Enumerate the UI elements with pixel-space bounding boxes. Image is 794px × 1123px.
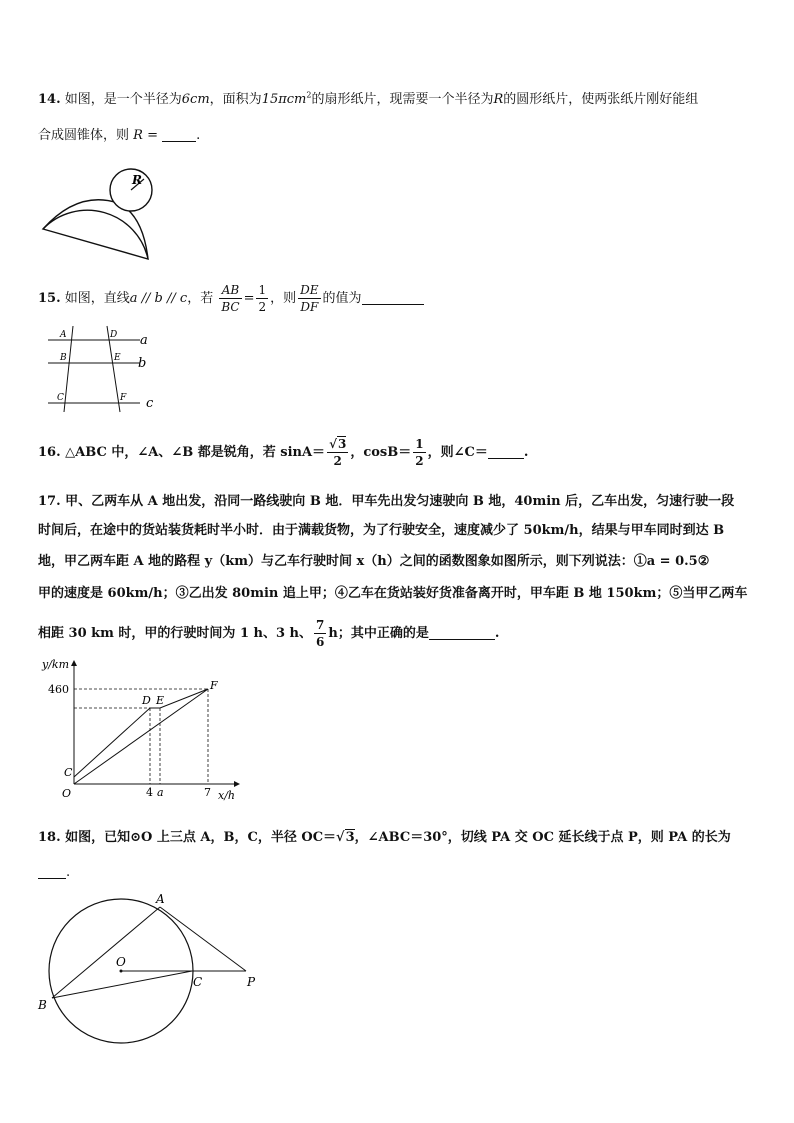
segment-AB	[52, 907, 160, 998]
q15-line1	[38, 282, 424, 315]
center-dot	[120, 970, 123, 973]
q15-eq: =	[243, 291, 255, 306]
label-C: C	[64, 766, 73, 779]
q18-answer-blank[interactable]	[38, 864, 66, 879]
frac-den: 2	[415, 454, 424, 468]
label-b: b	[138, 356, 147, 371]
q18-line1: 18. 如图，已知⊙O 上三点 A，B，C，半径 OC＝√3，∠ABC＝30°，切线 PA 交 OC 延长线于点 P，则 PA 的长为	[38, 830, 731, 845]
x-axis-arrow	[234, 781, 240, 787]
q16-answer-blank[interactable]	[488, 444, 524, 459]
label-c: c	[146, 396, 154, 411]
frac-num: 1	[258, 283, 267, 297]
q15-number: 15.	[38, 291, 61, 306]
label-D: D	[142, 694, 151, 707]
q14-line2	[38, 124, 200, 143]
frac-num: 7	[316, 618, 325, 632]
tick-a: a	[157, 786, 164, 799]
q15-figure	[40, 322, 170, 414]
q16-frac-1-2	[413, 436, 425, 469]
q15-frac-ab-bc	[219, 282, 241, 315]
segment-BC	[52, 971, 192, 998]
frac-num: 3	[337, 437, 347, 451]
label-O: O	[62, 787, 72, 800]
q14-text: 的圆形纸片，使两张纸片刚好能组	[503, 92, 699, 107]
segment-AP	[160, 907, 246, 971]
label-F: F	[210, 679, 218, 692]
q18-end: .	[66, 865, 71, 880]
q17-text: 甲、乙两车从 A 地出发，沿同一路线驶向 B 地．甲车先出发匀速驶向 B 地，40min 后，乙车出发，匀速行驶一段	[65, 494, 735, 509]
label-B: B	[38, 998, 47, 1012]
q15-parallel: a // b // c	[129, 291, 188, 306]
q17-text: 地，甲乙两车距 A 地的路程 y（km）与乙车行驶时间 x（h）之间的函数图象如图所示，则下列说法：①a = 0.5②	[38, 554, 710, 569]
frac-den: 2	[258, 300, 267, 314]
q17-graph	[38, 654, 253, 802]
frac-num: AB	[219, 282, 241, 299]
q14-text: 合成圆锥体，则	[38, 128, 130, 143]
q18-sqrt-value: 3	[345, 830, 355, 845]
line-jia	[74, 689, 208, 784]
label-C: C	[57, 393, 64, 403]
x-axis-label: x/h	[218, 789, 235, 802]
q14-area-sup: 2	[306, 90, 312, 100]
q17-line1	[38, 490, 734, 509]
label-R: R	[132, 173, 142, 187]
q14-eq: R =	[133, 128, 158, 143]
q16-number: 16.	[38, 445, 61, 460]
q18-text: 如图，已知⊙O 上三点 A，B，C，半径 OC＝	[65, 830, 337, 845]
sector-shape	[43, 210, 148, 259]
q14-text: 的扇形纸片，现需要一个半径为	[311, 92, 494, 107]
q16-end: .	[523, 445, 529, 460]
frac-den: 6	[316, 635, 325, 649]
q14-area: 15πcm	[261, 92, 307, 107]
frac-den: DF	[300, 300, 319, 314]
q15-frac-1-2	[256, 282, 268, 315]
q17-text: h；其中正确的是	[328, 626, 429, 641]
q14-number: 14.	[38, 92, 61, 107]
label-a: a	[140, 333, 148, 348]
q18-line2	[38, 864, 70, 880]
q14-figure	[38, 165, 158, 260]
frac-den: 2	[333, 454, 342, 468]
line-yi	[74, 689, 208, 777]
label-C: C	[193, 975, 203, 989]
q17-line2	[38, 519, 724, 538]
q14-radius: 6cm	[181, 92, 210, 107]
label-F: F	[120, 393, 127, 403]
label-D: D	[110, 330, 118, 340]
q17-line5	[38, 617, 499, 650]
q16-text: ，则∠C＝	[427, 445, 488, 460]
tick-4: 4	[146, 786, 153, 799]
q15-answer-blank[interactable]	[362, 290, 424, 305]
label-A: A	[60, 330, 67, 340]
q17-end: .	[494, 626, 500, 641]
q17-text: 时间后，在途中的货站装货耗时半小时．由于满载货物，为了行驶安全，速度减少了 50km/h，结果与甲车同时到达 B	[38, 523, 725, 538]
q17-line3	[38, 550, 709, 569]
q16-text: △ABC 中，∠A、∠B 都是锐角，若 sinA＝	[65, 445, 326, 460]
q16-line1	[38, 436, 528, 469]
tick-7: 7	[204, 786, 211, 799]
q14-answer-blank[interactable]	[162, 127, 196, 142]
label-A: A	[156, 892, 165, 906]
q15-text: ，则	[270, 291, 297, 306]
q16-frac-sqrt3-2: $\frac{√3}{2}$	[329, 437, 347, 468]
q14-var: R	[493, 92, 504, 107]
frac-den: BC	[221, 300, 240, 314]
q15-text: 的值为	[322, 291, 362, 306]
label-E: E	[114, 353, 121, 363]
q17-text: 相距 30 km 时，甲的行驶时间为 1 h、3 h、	[38, 626, 313, 641]
tick-460: 460	[48, 683, 69, 696]
q14-text: ，面积为	[209, 92, 262, 107]
label-E: E	[156, 694, 165, 707]
q15-frac-de-df	[298, 282, 320, 315]
q17-answer-blank[interactable]	[429, 625, 495, 640]
q17-frac-7-6	[314, 617, 326, 650]
q17-line4	[38, 582, 747, 601]
q18-number: 18.	[38, 830, 61, 845]
y-axis-label: y/km	[42, 658, 70, 671]
q14-text: 如图，是一个半径为	[64, 92, 182, 107]
label-B: B	[60, 353, 67, 363]
q15-text: ，若	[187, 291, 214, 306]
q14-end: .	[196, 128, 201, 143]
q17-number: 17.	[38, 494, 61, 509]
q18-text: ，∠ABC＝30°，切线 PA 交 OC 延长线于点 P，则 PA 的长为	[354, 830, 731, 845]
label-P: P	[247, 975, 256, 989]
q15-text: 如图，直线	[64, 291, 130, 306]
frac-num: 1	[415, 437, 424, 451]
frac-num: DE	[300, 283, 319, 297]
q16-text: ，cosB＝	[350, 445, 412, 460]
label-O: O	[116, 955, 126, 969]
y-axis-arrow	[71, 660, 77, 666]
q17-text: 甲的速度是 60km/h；③乙出发 80min 追上甲；④乙车在货站装好货准备离开时，甲车距 B 地 150km；⑤当甲乙两车	[38, 586, 748, 601]
q18-figure	[34, 892, 274, 1052]
q14-line1	[38, 88, 698, 107]
